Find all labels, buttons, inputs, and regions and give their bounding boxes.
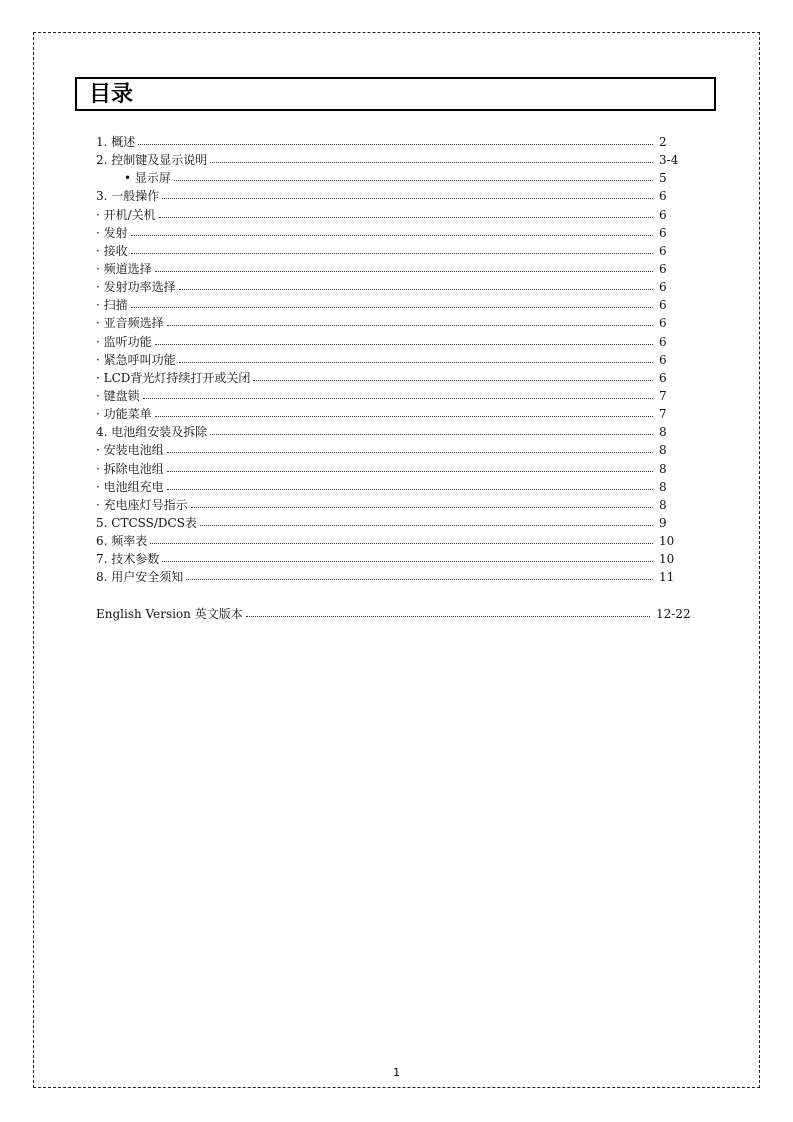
toc-leader-dots — [186, 579, 653, 580]
toc-leader-dots — [167, 471, 653, 472]
toc-entry-page: 5 — [659, 171, 667, 186]
toc-leader-dots — [155, 271, 653, 272]
toc-leader-dots — [162, 198, 653, 199]
toc-entry-page: 8 — [659, 479, 667, 494]
toc-leader-dots — [155, 344, 653, 345]
toc-entry-label: · LCD背光灯持续打开或关闭 — [96, 370, 251, 385]
toc-entry[interactable] — [96, 496, 696, 514]
toc-entry-label: 1. 概述 — [96, 135, 136, 149]
toc-entry-page: 6 — [659, 334, 667, 349]
toc-entry[interactable] — [96, 478, 696, 496]
toc-entry[interactable] — [96, 260, 696, 278]
toc-entry[interactable] — [96, 550, 696, 568]
toc-entry-label: · 监听功能 — [96, 334, 152, 349]
toc-leader-dots — [167, 325, 653, 326]
toc-entry-page: 7 — [659, 407, 667, 422]
toc-entry-label: · 发射功率选择 — [96, 280, 176, 295]
toc-leader-dots — [246, 616, 650, 617]
toc-entry-page: 8 — [659, 461, 667, 476]
toc-entry-page: 11 — [659, 570, 675, 585]
toc-leader-dots — [167, 452, 653, 453]
toc-entry-page: 3-4 — [659, 153, 679, 168]
toc-entry-label: · 电池组充电 — [96, 479, 164, 494]
toc-entry[interactable] — [96, 423, 696, 441]
toc-entry-label: · 扫描 — [96, 298, 128, 313]
toc-leader-dots — [131, 253, 653, 254]
toc-leader-dots — [155, 416, 653, 417]
title-box — [75, 77, 716, 111]
toc-leader-dots — [200, 525, 653, 526]
toc-entry-label: · 频道选择 — [96, 261, 152, 276]
toc-entry-label: · 紧急呼叫功能 — [96, 352, 176, 367]
toc-leader-dots — [138, 144, 653, 145]
toc-entry[interactable] — [96, 351, 696, 369]
toc-entry[interactable] — [96, 242, 696, 260]
toc-entry-label: 6. 频率表 — [96, 534, 148, 549]
toc-entry-page: 9 — [659, 515, 667, 530]
toc-entry[interactable] — [96, 369, 696, 387]
toc-leader-dots — [210, 162, 653, 163]
toc-entry[interactable] — [96, 314, 696, 332]
toc-entry[interactable] — [96, 296, 696, 314]
toc-entry-label: · 亚音频选择 — [96, 316, 164, 331]
toc-entry-label: 5. CTCSS/DCS表 — [96, 515, 197, 530]
toc-entry-page: 6 — [659, 352, 667, 367]
toc-leader-dots — [131, 235, 653, 236]
toc-entry-page: 6 — [659, 298, 667, 313]
toc-entry-page: 8 — [659, 425, 667, 440]
toc-entry-label: • 显示屏 — [124, 171, 171, 186]
toc-entry-label: · 发射 — [96, 225, 128, 240]
toc-leader-dots — [143, 398, 653, 399]
page-title: 目录 — [89, 82, 134, 107]
toc-entry[interactable] — [96, 605, 696, 623]
toc-leader-dots — [253, 380, 653, 381]
toc-entry-page: 6 — [659, 207, 667, 222]
toc-entry-label: · 安装电池组 — [96, 443, 164, 458]
table-of-contents — [96, 133, 696, 623]
toc-entry-label: · 键盘锁 — [96, 388, 140, 403]
toc-leader-dots — [159, 217, 653, 218]
page-number: 1 — [393, 1066, 400, 1079]
toc-leader-dots — [179, 289, 653, 290]
toc-leader-dots — [191, 507, 653, 508]
toc-spacer — [96, 587, 696, 605]
toc-entry-page: 6 — [659, 243, 667, 258]
toc-leader-dots — [131, 307, 653, 308]
toc-entry-label: 7. 技术参数 — [96, 552, 160, 567]
toc-entry-page: 12-22 — [656, 606, 691, 621]
toc-entry[interactable] — [96, 187, 696, 205]
toc-leader-dots — [174, 180, 653, 181]
toc-entry-page: 6 — [659, 225, 667, 240]
toc-entry[interactable] — [96, 514, 696, 532]
toc-entry-label: · 功能菜单 — [96, 407, 152, 422]
toc-entry-label: 8. 用户安全须知 — [96, 570, 184, 585]
toc-entry-page: 8 — [659, 443, 667, 458]
toc-entry-label: English Version 英文版本 — [96, 606, 243, 621]
toc-entry[interactable] — [96, 224, 696, 242]
toc-entry-page: 6 — [659, 280, 667, 295]
toc-entry[interactable] — [96, 169, 696, 187]
toc-entry-page: 8 — [659, 497, 667, 512]
toc-entry-page: 6 — [659, 316, 667, 331]
toc-entry-page: 10 — [659, 534, 675, 549]
toc-leader-dots — [167, 489, 653, 490]
toc-entry-label: 4. 电池组安装及拆除 — [96, 425, 208, 440]
toc-entry-page: 6 — [659, 261, 667, 276]
toc-entry[interactable] — [96, 151, 696, 169]
toc-entry[interactable] — [96, 387, 696, 405]
toc-entry-page: 10 — [659, 552, 675, 567]
toc-entry[interactable] — [96, 405, 696, 423]
toc-entry[interactable] — [96, 460, 696, 478]
toc-entry[interactable] — [96, 278, 696, 296]
toc-entry[interactable] — [96, 333, 696, 351]
toc-leader-dots — [162, 561, 653, 562]
toc-leader-dots — [150, 543, 653, 544]
toc-entry-page: 6 — [659, 370, 667, 385]
toc-entry-label: 2. 控制键及显示说明 — [96, 153, 208, 168]
toc-entry-label: 3. 一般操作 — [96, 189, 160, 204]
toc-leader-dots — [210, 434, 653, 435]
toc-entry-label: · 开机/关机 — [96, 207, 156, 222]
toc-entry-page: 2 — [659, 135, 667, 149]
toc-entry-label: · 充电座灯号指示 — [96, 497, 188, 512]
toc-entry[interactable] — [96, 133, 696, 151]
toc-entry-label: · 拆除电池组 — [96, 461, 164, 476]
toc-entry[interactable] — [96, 532, 696, 550]
toc-entry-page: 6 — [659, 189, 667, 204]
toc-leader-dots — [179, 362, 653, 363]
toc-entry-label: · 接收 — [96, 243, 128, 258]
toc-entry-page: 7 — [659, 388, 667, 403]
toc-entry[interactable] — [96, 441, 696, 459]
toc-entry[interactable] — [96, 206, 696, 224]
toc-entry[interactable] — [96, 568, 696, 586]
